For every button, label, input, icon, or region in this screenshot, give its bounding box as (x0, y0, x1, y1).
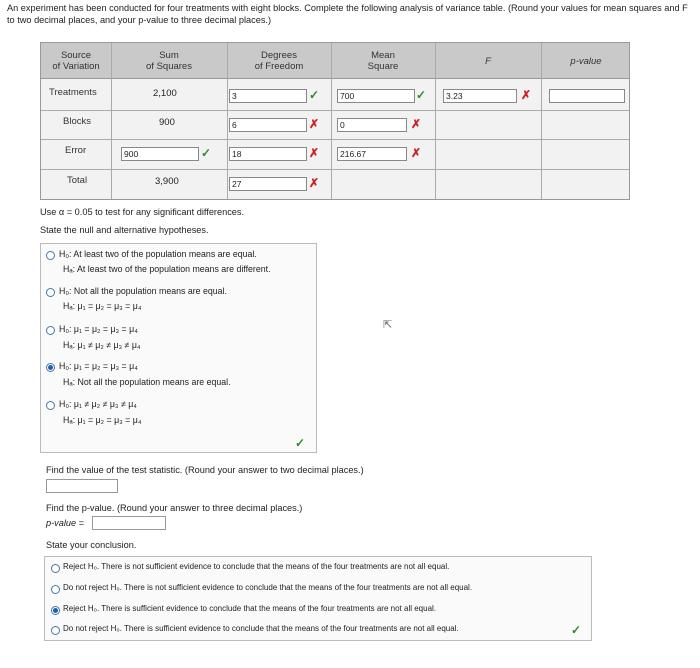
df-total-input[interactable]: 27 (229, 177, 307, 191)
header-pvalue: p-value (570, 55, 602, 67)
conclusion-options (44, 556, 592, 641)
header-df: Degrees of Freedom (254, 50, 304, 72)
hypothesis-radio-2[interactable] (46, 288, 55, 297)
hypotheses-prompt: State the null and alternative hypotheses. (40, 225, 209, 235)
ms-error-input[interactable]: 216.67 (337, 147, 407, 161)
hypothesis-radio-4[interactable] (46, 363, 55, 372)
row-label-total: Total (67, 175, 88, 186)
conclusion-radio-3[interactable] (51, 606, 60, 615)
cross-icon: ✗ (309, 176, 320, 190)
hypothesis-5-h0: H₀: μ₁ ≠ μ₂ ≠ μ₃ ≠ μ₄ (59, 399, 137, 409)
hypothesis-2-h0: H₀: Not all the population means are equal. (59, 286, 227, 296)
cross-icon: ✗ (411, 117, 422, 131)
cross-icon: ✗ (521, 88, 532, 102)
hypothesis-3-ha: Hₐ: μ₁ ≠ μ₂ ≠ μ₃ ≠ μ₄ (63, 340, 141, 350)
row-label-error: Error (65, 145, 87, 156)
row-label-treatments: Treatments (49, 87, 97, 98)
header-f: F (485, 55, 491, 67)
pvalue-input[interactable] (549, 89, 625, 103)
test-stat-input[interactable] (46, 479, 118, 493)
cross-icon: ✗ (309, 117, 320, 131)
pvalue-prompt: Find the p-value. (Round your answer to three decimal places.) (46, 503, 303, 513)
conclusion-prompt: State your conclusion. (46, 540, 137, 550)
header-ss: Sum of Squares (146, 50, 192, 72)
pvalue-answer-input[interactable] (92, 516, 166, 530)
check-icon: ✓ (295, 436, 306, 450)
ss-treatments: 2,100 (153, 88, 177, 99)
hypothesis-1-ha: Hₐ: At least two of the population means are different. (63, 264, 271, 274)
hypothesis-radio-3[interactable] (46, 326, 55, 335)
ms-treatments-input[interactable]: 700 (337, 89, 415, 103)
cross-icon: ✗ (411, 146, 422, 160)
row-label-blocks: Blocks (63, 116, 91, 127)
conclusion-3: Reject H₀. There is sufficient evidence to conclude that the means of the four treatments are not all equal. (63, 604, 437, 613)
test-stat-prompt: Find the value of the test statistic. (Round your answer to two decimal places.) (46, 465, 364, 475)
anova-table (40, 42, 630, 200)
mouse-cursor-icon: ⇱ (383, 319, 393, 331)
df-treatments-input[interactable]: 3 (229, 89, 307, 103)
check-icon: ✓ (416, 88, 427, 102)
hypotheses-options (40, 243, 317, 453)
ms-blocks-input[interactable]: 0 (337, 118, 407, 132)
ss-blocks: 900 (159, 117, 175, 128)
cross-icon: ✗ (309, 146, 320, 160)
ss-error-input[interactable]: 900 (121, 147, 199, 161)
header-source: Source of Variation (52, 50, 100, 72)
header-ms: Mean Square (367, 50, 399, 72)
hypothesis-radio-5[interactable] (46, 401, 55, 410)
conclusion-4: Do not reject H₀. There is sufficient evidence to conclude that the means of the four treatments are not all equal. (63, 624, 459, 633)
df-error-input[interactable]: 18 (229, 147, 307, 161)
hypothesis-1-h0: H₀: At least two of the population means are equal. (59, 249, 257, 259)
hypothesis-4-ha: Hₐ: Not all the population means are equal. (63, 377, 231, 387)
conclusion-radio-1[interactable] (51, 564, 60, 573)
hypothesis-5-ha: Hₐ: μ₁ = μ₂ = μ₃ = μ₄ (63, 415, 142, 425)
conclusion-radio-2[interactable] (51, 585, 60, 594)
conclusion-1: Reject H₀. There is not sufficient evidence to conclude that the means of the four treatments are not all equal. (63, 562, 450, 571)
check-icon: ✓ (571, 623, 582, 637)
hypothesis-4-h0: H₀: μ₁ = μ₂ = μ₃ = μ₄ (59, 361, 138, 371)
alpha-text: Use α = 0.05 to test for any significant differences. (40, 207, 245, 217)
df-blocks-input[interactable]: 6 (229, 118, 307, 132)
conclusion-2: Do not reject H₀. There is not sufficient evidence to conclude that the means of the four treatments are not all equal. (63, 583, 473, 592)
hypothesis-3-h0: H₀: μ₁ = μ₂ = μ₃ = μ₄ (59, 324, 138, 334)
hypothesis-radio-1[interactable] (46, 251, 55, 260)
hypothesis-2-ha: Hₐ: μ₁ = μ₂ = μ₃ = μ₄ (63, 301, 142, 311)
f-input[interactable]: 3.23 (443, 89, 517, 103)
conclusion-radio-4[interactable] (51, 626, 60, 635)
ss-total: 3,900 (155, 176, 179, 187)
pvalue-label: p-value = (46, 518, 85, 528)
check-icon: ✓ (309, 88, 320, 102)
check-icon: ✓ (201, 146, 212, 160)
instructions: An experiment has been conducted for four treatments with eight blocks. Complete the following analysis of variance table. (Round your values for mean squares and F to two decimal places, and your p-value to three decimal places.) (7, 3, 688, 25)
